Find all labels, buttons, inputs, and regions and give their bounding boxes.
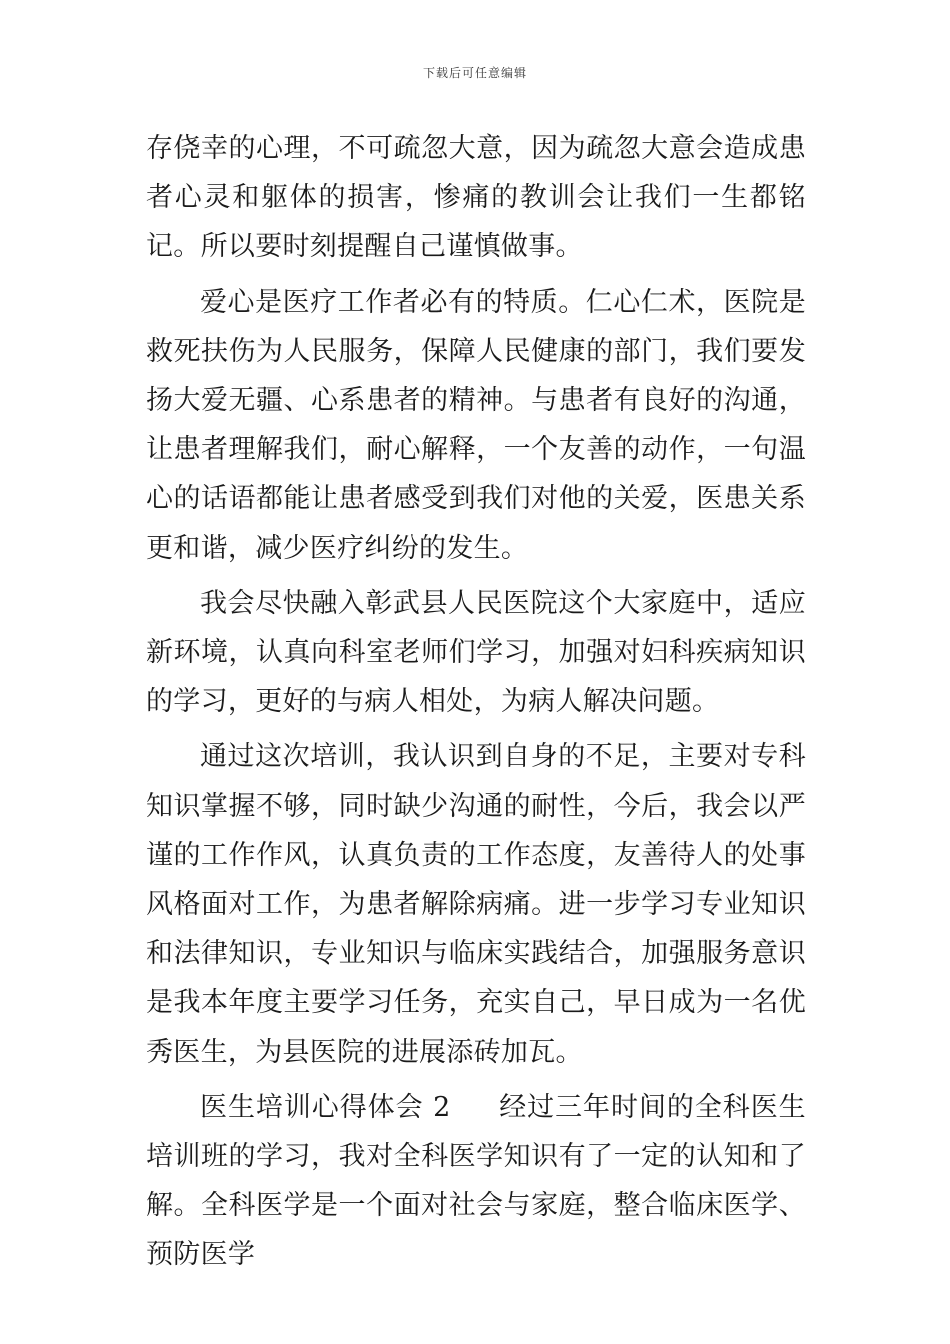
page-header: 下载后可任意编辑: [422, 66, 527, 80]
section-title: 医生培训心得体会 2: [200, 1091, 451, 1123]
paragraph: 存侥幸的心理，不可疏忽大意，因为疏忽大意会造成患者心灵和躯体的损害，惨痛的教训会让我们一生都铭记。所以要时刻提醒自己谨慎做事。: [146, 133, 806, 263]
section-text: 经过三年时间的全科医生培训班的学习，我对全科医学知识有了一定的认知和了解。全科医学是一个面对社会与家庭，整合临床医学、预防医学: [146, 1091, 806, 1271]
section-paragraph: [146, 1083, 806, 1280]
paragraph: 通过这次培训，我认识到自身的不足，主要对专科知识掌握不够，同时缺少沟通的耐性，今后，我会以严谨的工作作风，认真负责的工作态度，友善待人的处事风格面对工作，为患者解除病痛。进一步学习专业知识和法律知识，专业知识与临床实践结合，加强服务意识是我本年度主要学习任务，充实自己，早日成为一名优秀医生，为县医院的进展添砖加瓦。: [146, 741, 806, 1068]
paragraph: 爱心是医疗工作者必有的特质。仁心仁术，医院是救死扶伤为人民服务，保障人民健康的部门，我们要发扬大爱无疆、心系患者的精神。与患者有良好的沟通，让患者理解我们，耐心解释，一个友善的动作，一句温心的话语都能让患者感受到我们对他的关爱，医患关系更和谐，减少医疗纠纷的发生。: [146, 286, 806, 564]
document-body: [146, 124, 806, 1280]
paragraph: 我会尽快融入彰武县人民医院这个大家庭中，适应新环境，认真向科室老师们学习，加强对妇科疾病知识的学习，更好的与病人相处，为病人解决问题。: [146, 587, 806, 718]
